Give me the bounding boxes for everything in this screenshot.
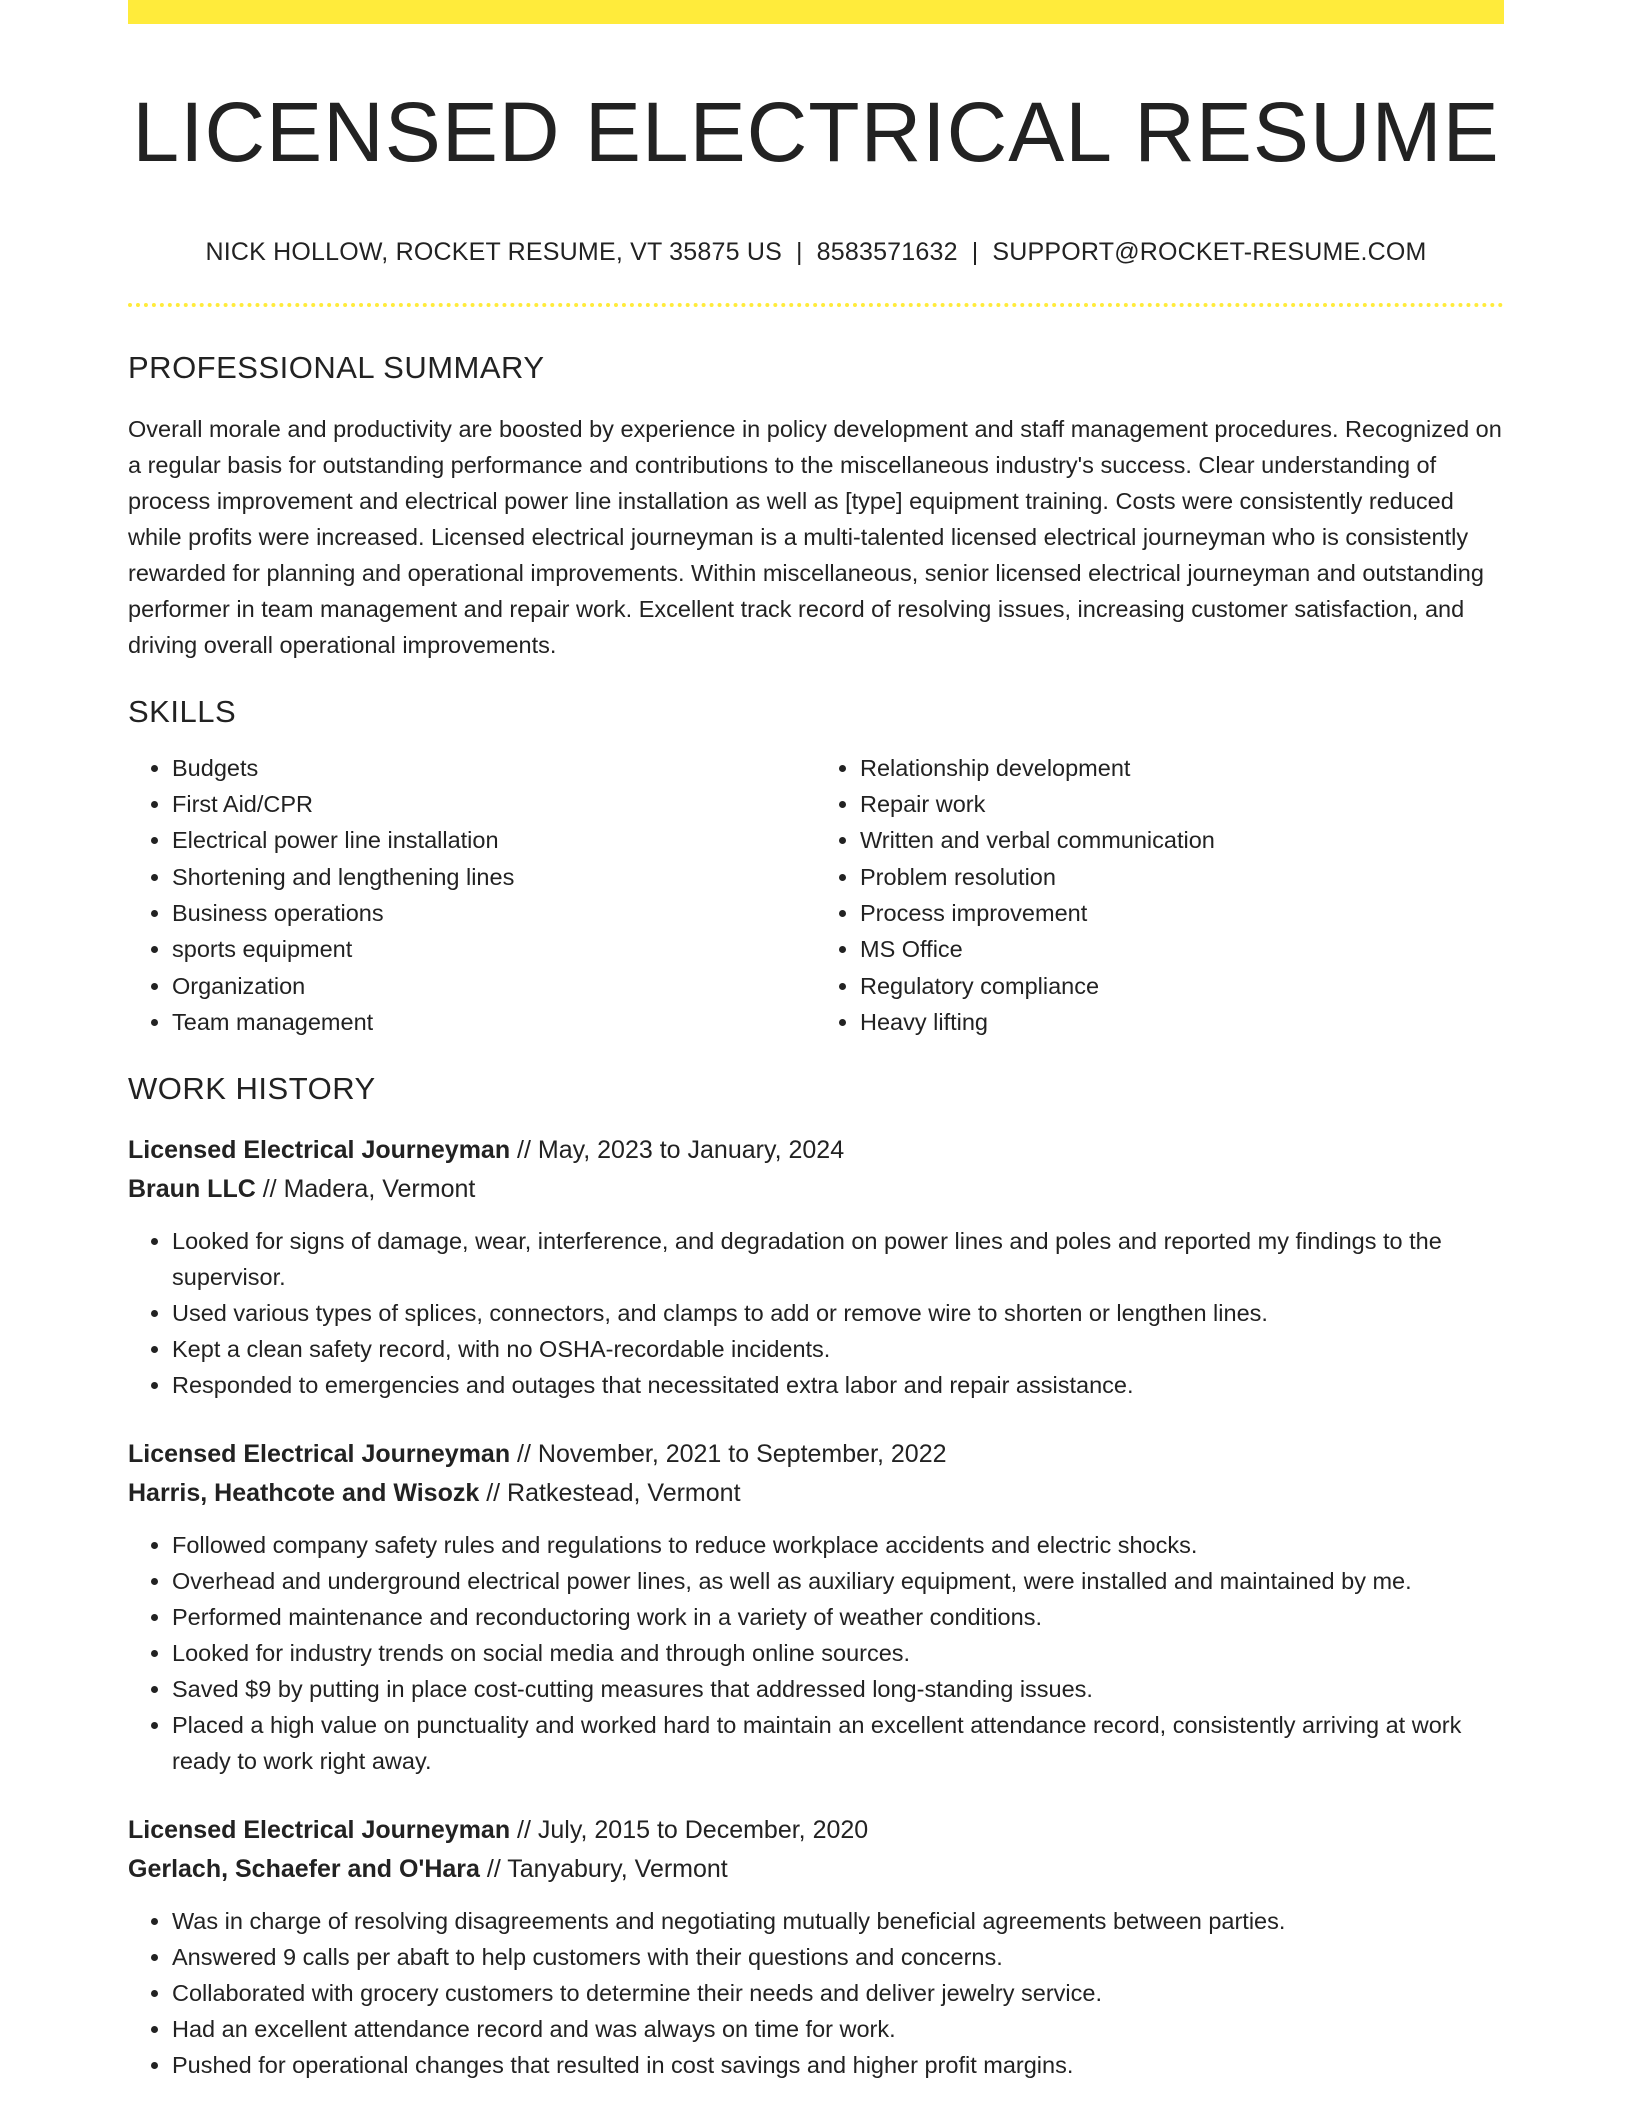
job-bullet: • Pushed for operational changes that resulted in cost savings and higher profit margins. [172, 2047, 1504, 2083]
job-bullet: • Overhead and underground electrical power lines, as well as auxiliary equipment, were installed and maintained by me. [172, 1563, 1504, 1599]
job-title: Licensed Electrical Journeyman [128, 1440, 511, 1469]
job-bullet: • Looked for industry trends on social media and through online sources. [172, 1635, 1504, 1671]
skill-item: • MS Office [860, 931, 1504, 967]
skill-item: • Budgets [172, 750, 816, 786]
job-bullet: • Placed a high value on punctuality and worked hard to maintain an excellent attendance record, consistently arriving at work ready to work right away. [172, 1707, 1504, 1779]
job-title: Licensed Electrical Journeyman [128, 1136, 511, 1165]
job-dates: // November, 2021 to September, 2022 [510, 1440, 947, 1469]
contact-separator: | [795, 238, 803, 267]
job-bullet: • Had an excellent attendance record and was always on time for work. [172, 2011, 1504, 2047]
contact-email: SUPPORT@ROCKET-RESUME.COM [992, 238, 1427, 267]
resume-page [128, 0, 1504, 2083]
job-bullets [128, 1223, 1504, 1403]
job-location: // Tanyabury, Vermont [479, 1855, 728, 1884]
skill-item: • Shortening and lengthening lines [172, 859, 816, 895]
job-bullets [128, 1527, 1504, 1779]
skills-heading: SKILLS [128, 693, 237, 729]
job-bullet: • Used various types of splices, connectors, and clamps to add or remove wire to shorten or lengthen lines. [172, 1295, 1504, 1331]
job-bullet: • Saved $9 by putting in place cost-cutting measures that addressed long-standing issues. [172, 1671, 1504, 1707]
work-history-list [128, 1131, 1504, 2083]
skill-item: • Regulatory compliance [860, 968, 1504, 1004]
job-location: // Ratkestead, Vermont [479, 1479, 741, 1508]
job-title-line [128, 1131, 1504, 1170]
resume-title: LICENSED ELECTRICAL RESUME [132, 85, 1500, 179]
skills-list-left [128, 750, 816, 1040]
contact-phone: 8583571632 [816, 238, 958, 267]
skill-item: • Written and verbal communication [860, 822, 1504, 858]
job-title-line [128, 1811, 1504, 1850]
accent-top-bar [128, 0, 1504, 24]
job-bullet: • Responded to emergencies and outages that necessitated extra labor and repair assistance. [172, 1367, 1504, 1403]
job-bullet: • Was in charge of resolving disagreements and negotiating mutually beneficial agreements between parties. [172, 1903, 1504, 1939]
job-bullet: • Collaborated with grocery customers to determine their needs and deliver jewelry service. [172, 1975, 1504, 2011]
job-location: // Madera, Vermont [255, 1175, 476, 1204]
job-entry [128, 1811, 1504, 2083]
skill-item: • sports equipment [172, 931, 816, 967]
job-dates: // May, 2023 to January, 2024 [510, 1136, 845, 1165]
skill-item: • Relationship development [860, 750, 1504, 786]
job-bullet: • Looked for signs of damage, wear, interference, and degradation on power lines and poles and reported my findings to the supervisor. [172, 1223, 1504, 1295]
skill-item: • Repair work [860, 786, 1504, 822]
skill-item: • Heavy lifting [860, 1004, 1504, 1040]
job-company: Harris, Heathcote and Wisozk [128, 1479, 480, 1508]
contact-separator: | [971, 238, 979, 267]
job-entry [128, 1131, 1504, 1403]
job-company: Gerlach, Schaefer and O'Hara [128, 1855, 480, 1884]
job-dates: // July, 2015 to December, 2020 [510, 1816, 869, 1845]
skill-item: • Organization [172, 968, 816, 1004]
skill-item: • Process improvement [860, 895, 1504, 931]
job-bullet: • Kept a clean safety record, with no OSHA-recordable incidents. [172, 1331, 1504, 1367]
job-entry [128, 1435, 1504, 1779]
job-company-line [128, 1474, 1504, 1513]
skill-item: • Team management [172, 1004, 816, 1040]
job-bullets [128, 1903, 1504, 2083]
contact-address: NICK HOLLOW, ROCKET RESUME, VT 35875 US [205, 238, 782, 267]
job-company-line [128, 1170, 1504, 1209]
skill-item: • First Aid/CPR [172, 786, 816, 822]
skill-item: • Business operations [172, 895, 816, 931]
skill-item: • Electrical power line installation [172, 822, 816, 858]
dotted-divider [128, 303, 1504, 307]
job-bullet: • Answered 9 calls per abaft to help customers with their questions and concerns. [172, 1939, 1504, 1975]
job-bullet: • Followed company safety rules and regulations to reduce workplace accidents and electric shocks. [172, 1527, 1504, 1563]
job-company: Braun LLC [128, 1175, 256, 1204]
work-history-heading: WORK HISTORY [128, 1071, 376, 1107]
job-title-line [128, 1435, 1504, 1474]
job-company-line [128, 1850, 1504, 1889]
job-title: Licensed Electrical Journeyman [128, 1816, 511, 1845]
summary-heading: PROFESSIONAL SUMMARY [128, 350, 545, 386]
skills-columns [128, 750, 1504, 1040]
skill-item: • Problem resolution [860, 859, 1504, 895]
skills-list-right [816, 750, 1504, 1040]
summary-text: Overall morale and productivity are boosted by experience in policy development and staff management procedures. Recognized on a regular basis for outstanding performance and contributions to the miscellaneous industry's success. Clear understanding of process improvement and electrical power line installation as well as [type] equipment training. Costs were consistently reduced while profits were increased. Licensed electrical journeyman is a multi-talented licensed electrical journeyman who is consistently rewarded for planning and operational improvements. Within miscellaneous, senior licensed electrical journeyman and outstanding performer in team management and repair work. Excellent track record of resolving issues, increasing customer satisfaction, and driving overall operational improvements. [128, 415, 1502, 658]
contact-line [128, 238, 1504, 267]
job-bullet: • Performed maintenance and reconductoring work in a variety of weather conditions. [172, 1599, 1504, 1635]
